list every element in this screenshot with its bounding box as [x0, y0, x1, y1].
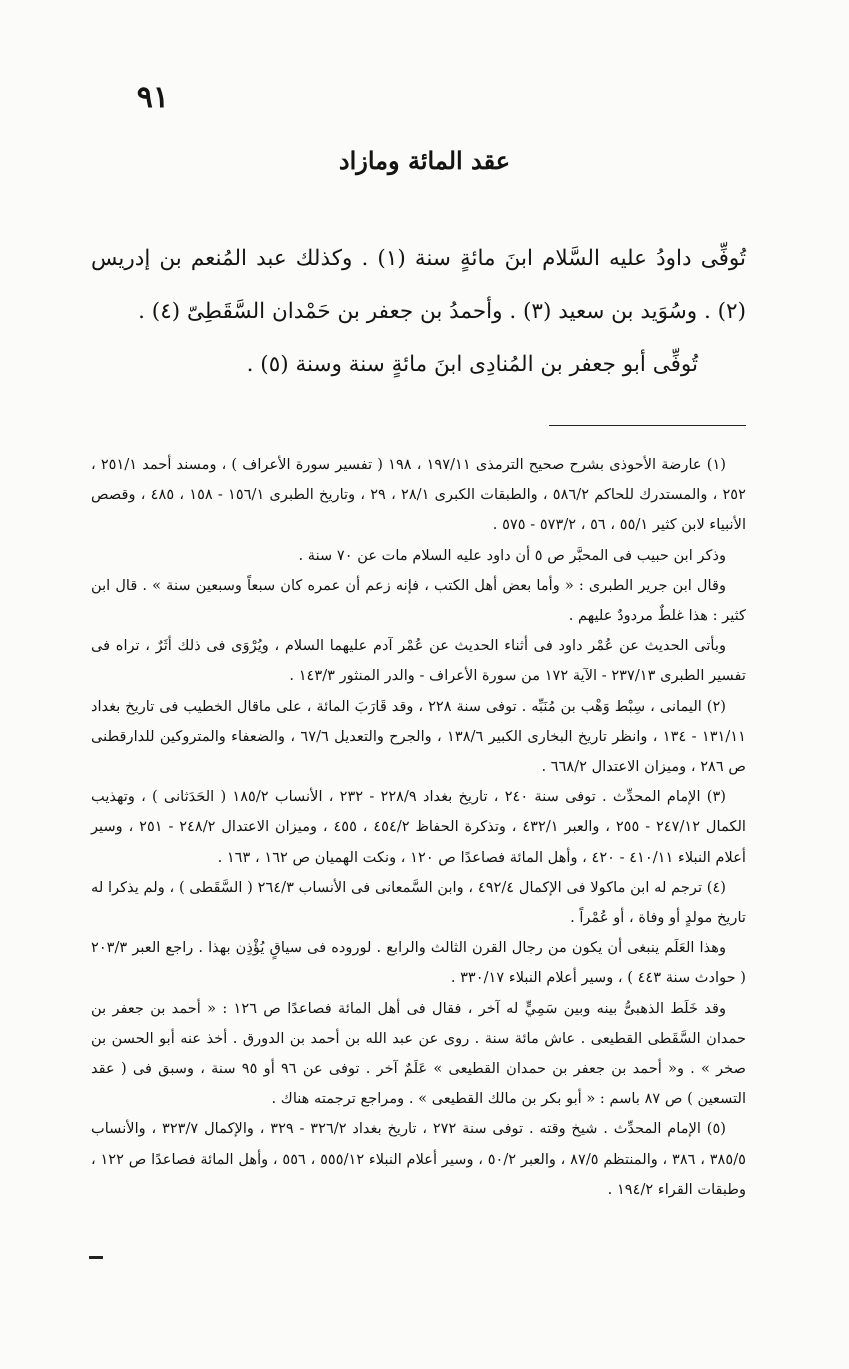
main-text: [91, 232, 746, 391]
footnotes: [91, 450, 746, 1205]
footnote-1-note: وبأتى الحديث عن عُمْر داود فى أثناء الحديث عن عُمْر آدم عليهما السلام ، ويُرْوَى فى ذلك أثَرٌ ، تراه فى تفسير الطبرى ٢٣٧/١٣ - الآية ١٧٢ من سورة الأعراف - والدر المنثور ١٤٣/٣ .: [91, 637, 746, 685]
footnote-2: (٢) اليمانى ، سِبْط وَهْب بن مُنَبِّه . توفى سنة ٢٢٨ ، وقد قَارَبَ المائة ، على ماقال الخطيب فى تاريخ بغداد ١٣١/١١ - ١٣٤ ، وانظر تاريخ البخارى الكبير ١٣٨/٦ ، والجرح والتعديل ٦٧/٦ ، والضعفاء والمتروكين للدارقطنى ص ٢٨٦ ، وميزان الاعتدال ٦٦٨/٢ .: [91, 697, 746, 776]
footnote-divider: [549, 425, 746, 426]
footnote-1: (١) عارضة الأحوذى بشرح صحيح الترمذى ١٩٧/١١ ، ١٩٨ ( تفسير سورة الأعراف ) ، ومسند أحمد ٢٥١/١ ، ٢٥٢ ، والمستدرك للحاكم ٥٨٦/٢ ، والطبقات الكبرى ٢٨/١ ، ٢٩ ، وتاريخ الطبرى ١٥٦/١ - ١٥٨ ، ٤٨٥ ، وقصص الأنبياء لابن كثير ٥٥/١ ، ٥٦ ، ٥٧٣/٢ - ٥٧٥ .: [91, 456, 746, 534]
page-number: ٩١: [136, 80, 169, 115]
chapter-title: عقد المائة ومازاد: [338, 146, 511, 175]
main-paragraph: تُوفِّى داودُ عليه السَّلام ابنَ مائةٍ سنة (١) . وكذلك عبد المُنعم بن إدريس (٢) . وسُوَيد بن سعيد (٣) . وأحمدُ بن جعفر بن حَمْدان السَّقَطِىّ (٤) .: [91, 246, 746, 324]
footnote-5: (٥) الإمام المحدِّث . شيخ وقته . توفى سنة ٢٧٢ ، تاريخ بغداد ٣٢٦/٢ - ٣٢٩ ، والإكمال ٣٢٣/٧ ، والأنساب ٣٨٥/٥ ، ٣٨٦ ، والمنتظم ٨٧/٥ ، والعبر ٥٠/٢ ، وسير أعلام النبلاء ٥٥٥/١٢ ، ٥٥٦ ، وأهل المائة فصاعدًا ص ١٢٢ ، وطبقات القراء ١٩٤/٢ .: [91, 1120, 746, 1198]
footnote-4: (٤) ترجم له ابن ماكولا فى الإكمال ٤٩٢/٤ ، وابن السَّمعانى فى الأنساب ٢٦٤/٣ ( السَّقَطى ) ، ولم يذكرا له تاريخ مولدٍ أو وفاة ، أو عُمْراً .: [91, 878, 746, 927]
footnote-4-note: وهذا العَلَم ينبغى أن يكون من رجال القرن الثالث والرابع . لوروده فى سياقٍ يُؤْذِن بهذا . راجع العبر ٢٠٣/٣ ( حوادث سنة ٤٤٣ ) ، وسير أعلام النبلاء ٣٣٠/١٧ .: [91, 939, 746, 987]
footnote-1-note: وذكر ابن حبيب فى المحبَّر ص ٥ أن داود عليه السلام مات عن ٧٠ سنة .: [298, 546, 726, 564]
footnote-3: (٣) الإمام المحدِّث . توفى سنة ٢٤٠ ، تاريخ بغداد ٢٢٨/٩ - ٢٣٢ ، الأنساب ١٨٥/٢ ( الحَدَثانى ) ، وتهذيب الكمال ٢٤٧/١٢ - ٢٥٥ ، والعبر ٤٣٢/١ ، وتذكرة الحفاظ ٤٥٤/٢ ، ٤٥٥ ، وميزان الاعتدال ٢٤٨/٢ - ٢٥١ ، وسير أعلام النبلاء ٤١٠/١١ - ٤٢٠ ، وأهل المائة فصاعدًا ص ١٢٠ ، ونكت الهميان ص ١٦٢ ، ١٦٣ .: [91, 788, 746, 866]
main-paragraph: تُوفِّى أبو جعفر بن المُنادِى ابنَ مائةٍ سنة وسنة (٥) .: [246, 352, 698, 377]
footnote-4-note: وقد خَلَط الذهبىُّ بينه وبين سَمِيٍّ له آخر ، فقال فى أهل المائة فصاعدًا ص ١٢٦ : « أحمد بن جعفر بن حمدان السَّقَطى القطيعى . عاش مائة سنة . روى عن عبد الله بن أحمد بن الدورق . أخذ عنه أبو الحسن بن صخر » . و« أحمد بن جعفر بن حمدان القطيعى » عَلَمٌ آخر . توفى عن ٩٦ أو ٩٥ سنة ، وسبق فى ( عقد التسعين ) ص ٨٧ باسم : « أبو بكر بن مالك القطيعى » . ومراجع ترجمته هناك .: [91, 999, 746, 1108]
end-mark: [89, 1256, 103, 1259]
footnote-1-note: وقال ابن جرير الطبرى : « وأما بعض أهل الكتب ، فإنه زعم أن عمره كان سبعاً وسبعين سنة » . قال ابن كثير : هذا غلطٌ مردودٌ عليهم .: [91, 576, 746, 625]
